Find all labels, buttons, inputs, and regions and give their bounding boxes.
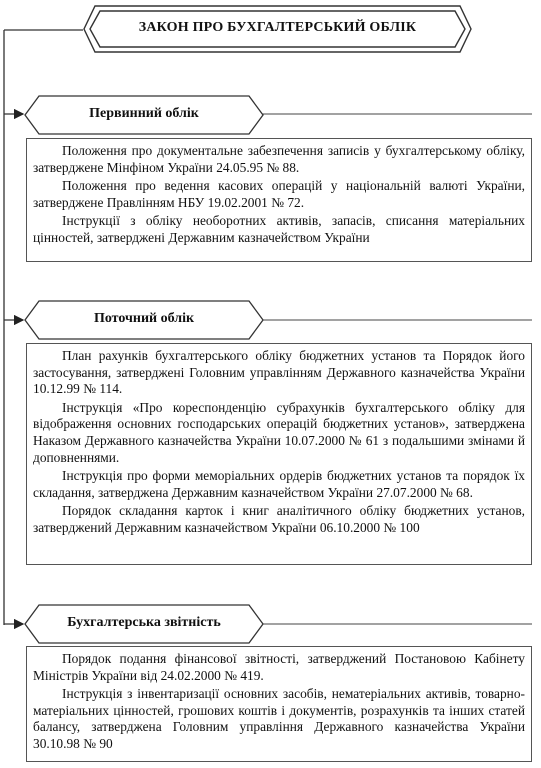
section-header-primary (24, 95, 264, 135)
document-entry: Інструкції з обліку необоротних активів, запасів, списання матеріальних цінностей, затверджені Державним казначейством України (33, 213, 525, 245)
document-entry: Положення про ведення касових операцій у національній валюті України, затверджене Правлінням НБУ 19.02.2001 № 72. (33, 178, 525, 210)
document-entry: Порядок складання карток і книг аналітичного обліку бюджетних установ, затверджений Державним казначейством України 06.10.2000 № 100 (33, 503, 525, 535)
document-entry: План рахунків бухгалтерського обліку бюджетних установ та Порядок його застосування, затверджені Головним управлінням Державного казначейства України 10.12.99 № 114. (33, 348, 525, 397)
docs-box-reporting (26, 646, 532, 762)
title-box (83, 5, 472, 53)
document-entry: Порядок подання фінансової звітності, затверджений Постановою Кабінету Міністрів України від 24.02.2000 № 419. (33, 651, 525, 683)
docs-box-primary (26, 138, 532, 262)
document-entry: Інструкція «Про кореспонденцію субрахунків бухгалтерського обліку для відображення основних господарських операцій бюджетних установ», затверджена Наказом Державного казначейства України 10.07.2000 № 61 з подальшими змінами й доповненнями. (33, 399, 525, 465)
section-label: Поточний облік (93, 311, 195, 326)
docs-box-current (26, 343, 532, 565)
section-label: Первинний облік (89, 106, 199, 121)
document-entry: Інструкція з інвентаризації основних засобів, нематеріальних активів, товарно-матеріальних цінностей, грошових коштів і документів, розрахунків та інших статей балансу, затверджена Головним управління Державного казначейства України 30.10.98 № 90 (33, 686, 525, 751)
section-header-current (24, 300, 264, 340)
diagram-title: ЗАКОН ПРО БУХГАЛТЕРСЬКИЙ ОБЛІК (138, 20, 417, 35)
document-entry: Положення про документальне забезпечення записів у бухгалтерському обліку, затверджене Мінфіном України 24.05.95 № 88. (33, 143, 525, 175)
document-entry: Інструкція про форми меморіальних ордерів бюджетних установ та порядок їх складання, затверджена Державним казначейством України 27.07.2000 № 68. (33, 468, 525, 500)
section-label: Бухгалтерська звітність (67, 615, 221, 630)
section-header-reporting (24, 604, 264, 644)
